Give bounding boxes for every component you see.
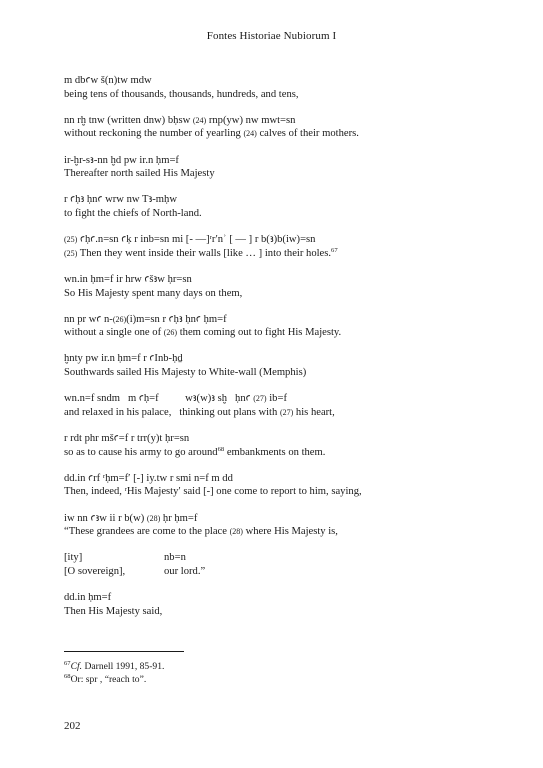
footnote <box>64 673 164 686</box>
line-number: (24) <box>192 115 207 125</box>
translation-line: Thereafter north sailed His Majesty <box>64 168 215 180</box>
line-number: (25) <box>64 235 78 245</box>
text-run: rnp(yw) nw mwt=sn <box>206 114 296 126</box>
footnote-text: Darnell 1991, 85-91. <box>82 661 165 672</box>
transliteration-line <box>64 392 484 406</box>
text-run: without a single one of <box>64 327 164 339</box>
transliteration-line: m dbꜥw š(n)tw mdw <box>64 75 152 86</box>
transliteration-line: dd.in ꜥrf ʳḥm=fʹ [-] iy.tw r smi n=f m dd <box>64 472 233 484</box>
footnote-italic: Cf. <box>70 661 83 672</box>
footnote <box>64 660 164 673</box>
text-run: (i)m=sn r ꜥḥꜣ ḥnꜥ ḥm=f <box>126 313 227 325</box>
footnote-ref[interactable]: 67 <box>331 246 338 254</box>
line-number: (27) <box>279 407 294 417</box>
line-number: (28) <box>229 527 243 537</box>
translation-line: Southwards sailed His Majesty to White-wall (Memphis) <box>64 367 307 379</box>
translation-cell: our lord.” <box>164 565 206 577</box>
line-number: (26) <box>163 328 178 338</box>
text-run: and relaxed in his palace, thinking out plans with <box>64 406 280 418</box>
text-block <box>64 193 484 220</box>
text-block <box>64 591 484 618</box>
text-run: nn pr wꜥ n- <box>64 313 113 325</box>
footnote-rule <box>64 651 184 652</box>
text-block <box>64 313 484 340</box>
text-run: calves of their mothers. <box>256 128 359 140</box>
text-block <box>64 154 484 181</box>
text-block <box>64 392 484 419</box>
translation-line <box>64 247 484 261</box>
footnotes <box>64 660 164 686</box>
text-run: iw nn ꜥꜣw ii r b(w) <box>64 512 147 524</box>
page-number: 202 <box>64 720 81 732</box>
translation-line <box>64 326 484 340</box>
transliteration-line <box>64 233 484 247</box>
transliteration-line: r ꜥḥꜣ ḥnꜥ wrw nw Tꜣ-mḥw <box>64 194 177 206</box>
text-run: Then they went inside their walls [like … ] into their holes. <box>77 247 332 259</box>
line-number: (25) <box>64 248 78 258</box>
translation-line: Then His Majesty said, <box>64 605 163 617</box>
text-run: nn rḫ tnw (written dnw) bḥsw <box>64 114 193 126</box>
text-run: “These grandees are come to the place <box>64 526 230 538</box>
main-text <box>64 74 484 631</box>
line-number: (27) <box>253 394 267 404</box>
footnote-text: Or: spr , “reach to”. <box>70 674 147 685</box>
text-run: wn.n=f sndm m ꜥḥ=f wꜣ(w)ꜣ sḫ ḥnꜥ <box>64 393 254 405</box>
text-run: them coming out to fight His Majesty. <box>177 327 342 339</box>
text-run: ib=f <box>266 393 287 405</box>
translation-line: So His Majesty spent many days on them, <box>64 287 243 299</box>
footnote-number: 68 <box>64 673 71 680</box>
translation-line <box>64 406 484 420</box>
translation-line: being tens of thousands, thousands, hundreds, and tens, <box>64 88 299 100</box>
text-run: where His Majesty is, <box>242 526 338 538</box>
footnote-ref[interactable]: 68 <box>217 445 225 453</box>
line-number: (28) <box>146 513 161 523</box>
text-block <box>64 432 484 459</box>
running-header: Fontes Historiae Nubiorum I <box>206 30 337 42</box>
transliteration-cell: nb=n <box>164 552 186 564</box>
transliteration-line: r rdt phr mšꜥ=f r trr(y)t ḥr=sn <box>64 433 190 445</box>
translation-line: to fight the chiefs of North-land. <box>64 207 202 219</box>
two-column-block <box>64 551 484 578</box>
transliteration-line <box>64 512 484 526</box>
line-number: (24) <box>243 129 257 139</box>
footnote-number: 67 <box>64 660 71 667</box>
transliteration-line: dd.in ḥm=f <box>64 592 112 604</box>
text-run: without reckoning the number of yearling <box>64 128 244 140</box>
translation-line <box>64 525 484 539</box>
translation-line <box>64 127 484 141</box>
transliteration-line: wn.in ḥm=f ir hrw ꜥšꜣw ḥr=sn <box>64 273 192 285</box>
text-block <box>64 472 484 499</box>
text-run: so as to cause his army to go around <box>64 446 218 458</box>
text-run: ḥr ḥm=f <box>160 512 198 524</box>
text-block <box>64 114 484 141</box>
text-block <box>64 352 484 379</box>
text-block <box>64 233 484 260</box>
text-run: ꜥḥꜥ.n=sn ꜥḳ r inb=sn mi [- —]ʳrʹnʾ [ — ] r b(ꜣ)b(iw)=sn <box>77 234 316 246</box>
transliteration-cell: [ity] <box>64 552 83 564</box>
translation-line: Then, indeed, ʳHis Majestyʹ said [-] one come to report to him, saying, <box>64 486 362 498</box>
text-run: his heart, <box>293 406 335 418</box>
line-number: (26) <box>112 314 127 324</box>
text-block <box>64 74 484 101</box>
transliteration-line <box>64 114 484 128</box>
transliteration-line <box>64 313 484 327</box>
text-run: embankments on them. <box>224 446 326 458</box>
translation-line <box>64 446 484 460</box>
transliteration-line: ir-ḫr-sꜣ-nn ḫd pw ir.n ḥm=f <box>64 154 179 166</box>
transliteration-line: ḫnty pw ir.n ḥm=f r ꜥInb-ḥḏ <box>64 353 183 365</box>
text-block <box>64 273 484 300</box>
text-block <box>64 512 484 539</box>
translation-cell: [O sovereign], <box>64 565 126 577</box>
